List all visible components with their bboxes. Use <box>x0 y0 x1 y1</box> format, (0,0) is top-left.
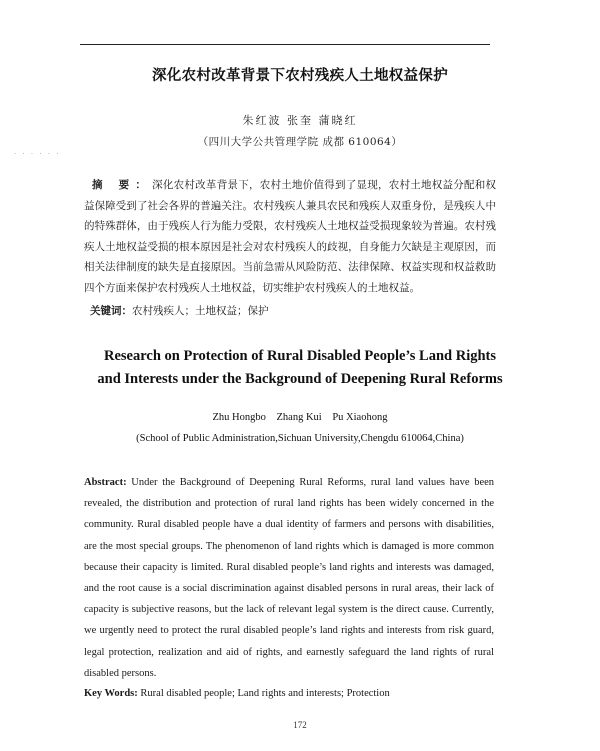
chinese-keywords <box>90 303 269 318</box>
english-title <box>0 345 600 391</box>
chinese-abstract <box>84 175 496 298</box>
english-title-line1: Research on Protection of Rural Disabled People’s Land Rights <box>103 348 497 364</box>
english-author-1: Zhu Hongbo <box>212 412 266 423</box>
english-keywords <box>84 688 390 699</box>
chinese-abstract-label: 摘 要： <box>92 179 153 191</box>
chinese-keywords-text: 农村残疾人；土地权益；保护 <box>132 305 269 317</box>
scan-speckle: · · · · · · <box>14 150 61 158</box>
chinese-abstract-text: 深化农村改革背景下，农村土地价值得到了显现，农村土地权益分配和权益保障受到了社会各界的普遍关注。农村残疾人兼具农民和残疾人双重身份，是残疾人中的特殊群体，由于残疾人行为能力受限，农村残疾人土地权益受损现象较为普遍。农村残疾人土地权益受损的根本原因是社会对农村残疾人的歧视，自身能力欠缺是主观原因，而相关法律制度的缺失是直接原因。当前急需从风险防范、法律保障、权益实现和权益救助四个方面来保护农村残疾人土地权益，切实维护农村残疾人的土地权益。 <box>84 179 497 294</box>
page-number: 172 <box>293 720 307 730</box>
chinese-authors: 朱红波 张奎 蒲晓红 <box>242 114 358 127</box>
english-author-3: Pu Xiaohong <box>332 412 388 423</box>
header-rule <box>80 44 490 45</box>
english-affiliation: (School of Public Administration,Sichuan University,Chengdu 610064,China) <box>136 433 464 444</box>
chinese-keywords-label: 关键词： <box>90 305 132 317</box>
english-abstract-text: Under the Background of Deepening Rural Reforms, rural land values have been revealed, the distribution and protection of rural land rights has been widely concerned in the community. Rural disabled people have a dual identity of farmers and persons with disabilities, are the most special groups. The phenomenon of land rights which is damaged is more common because their capacity is limited. Rural disabled people’s land rights and interests was damaged, and the root cause is a social discrimination against disabled persons in rural areas, their lack of capacity is subjective reasons, but the lack of relevant legal system is the direct cause. Currently, we urgently need to protect the rural disabled people’s land rights and interests from risk guard, legal protection, realization and aid of rights, and earnestly safeguard the land rights of rural disabled persons. <box>84 477 495 679</box>
english-keywords-label: Key Words: <box>84 688 138 699</box>
english-author-2: Zhang Kui <box>276 412 322 423</box>
chinese-title: 深化农村改革背景下农村残疾人土地权益保护 <box>152 68 448 84</box>
english-authors <box>0 412 600 423</box>
chinese-affiliation: （四川大学公共管理学院 成都 610064） <box>197 136 403 148</box>
english-keywords-text: Rural disabled people; Land rights and interests; Protection <box>140 688 390 699</box>
english-abstract-label: Abstract: <box>84 477 127 488</box>
english-abstract <box>84 472 494 684</box>
english-title-line2: and Interests under the Background of Deepening Rural Reforms <box>97 371 503 387</box>
